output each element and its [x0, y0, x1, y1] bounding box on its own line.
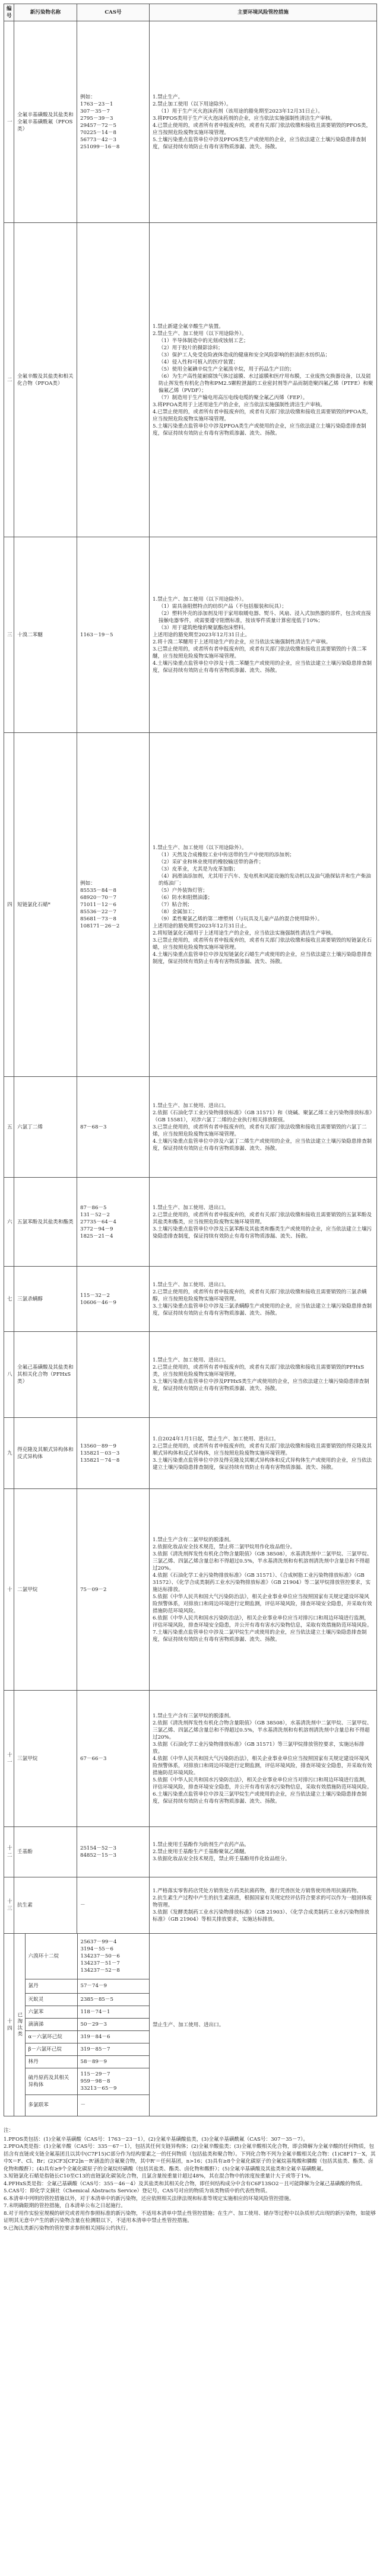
eliminated-substance-name: α－六氯环己烷	[25, 2030, 77, 2043]
eliminated-row	[14, 1979, 150, 1993]
cas-number: 33213－65－9	[80, 2085, 117, 2092]
measure-line: 5.依据《中华人民共和国水污染防治法》，相关企业事业单位应当对排污口和周边环境进行监测，评估环境风险，排查环境安全隐患，并公开有毒有害水污染物信息，采取有效措施防范环境风险。	[153, 1777, 372, 1790]
measure-line: 上述用途的豁免期至2023年12月31日止。	[153, 632, 251, 638]
eliminated-substance-name: 六氯苯	[25, 2006, 77, 2018]
measure-line: 3.已禁止使用的，或者所有者申报废弃的，或者有关部门依法收缴和接收且需要销毁的六氯丁二烯，应当按照危险废物实施环境管理。	[153, 1124, 367, 1137]
cas-number: 75－09－2	[80, 1586, 107, 1593]
substance-name: 得克隆及其顺式异构体和反式异构体	[14, 1418, 77, 1489]
cas-number: 251099－16－8	[80, 144, 120, 150]
measure-line: 1.禁止生产含有二氯甲烷的脱漆剂。	[153, 1536, 235, 1543]
measure-line: 2.禁止生产、加工使用（以下用途除外）。	[153, 330, 247, 337]
measure-line: （1）半导体制造中的光刻或蚀刻工艺；	[159, 337, 249, 344]
measures-cell	[150, 1267, 377, 1332]
table-row	[4, 1267, 377, 1332]
table-row	[4, 733, 377, 1077]
measure-line: 2.依据《石油化学工业污染物排放标准》（GB 31571）和《烧碱、聚氯乙烯工业污染物排放标准》（GB 15581），对涉六氯丁二烯的企业执行相关排放限值。	[153, 1110, 372, 1123]
cas-number: 70225－14－8	[80, 129, 116, 136]
cas-number: 307－35－7	[80, 108, 110, 114]
measure-line: 2.已禁止使用的，或者所有者申报废弃的，或者有关部门依法收缴和接收且需要销毁的PFHxS类，应当按照危险废物实施环境管理。	[153, 1364, 365, 1378]
measure-line: （2）塑料外壳的添加剂及用于家用取暖电器、熨斗、风扇、浸入式加热器的部件，包含或直接接触电器零件，或需要遵守阻燃标准，按该零件质量计算密度低于10%；	[159, 610, 371, 624]
eliminated-cas-cell	[77, 1934, 150, 1979]
row-number: 七	[4, 1267, 14, 1332]
measure-line: 2.将十溴二苯醚用于上述用途生产的企业，应当依法实施强制性清洁生产审核。	[153, 639, 331, 645]
measure-line: 6.依据《中华人民共和国水污染防治法》，相关企业事业单位应当对排污口和周边环境进行监测，评估环境风险，排查环境安全隐患，并公开有毒有害水污染物信息，采取有效措施防范环境风险。	[153, 1615, 372, 1628]
measure-line: 3.依据《发酵类制药工业水污染物排放标准》（GB 21903）、《化学合成类制药工业水污染物排放标准》（GB 21904）等相关排放要求，实施达标排放。	[153, 1909, 370, 1923]
row-number: 六	[4, 1178, 14, 1267]
substance-name: 全氟己基磺酸及其盐类和其相关化合物（PFHxS类）	[14, 1332, 77, 1418]
measure-line: 3.依据化妆品安全技术规范，禁止将壬基酚用作化妆品组分。	[153, 1856, 290, 1862]
table-row	[4, 1691, 377, 1827]
eliminated-substance-name: 多氯联苯	[25, 2094, 77, 2116]
measures-cell	[150, 1077, 377, 1178]
eliminated-cas-cell	[77, 2055, 150, 2068]
cas-number: 87－86－5	[80, 1204, 107, 1211]
cas-cell	[77, 223, 150, 537]
measures-cell	[150, 537, 377, 733]
measure-line: 1.严格落实零售药店凭处方销售处方药类抗菌药物，推行凭兽医处方销售使用兽用抗菌药物。	[153, 1888, 362, 1894]
table-row	[4, 1489, 377, 1691]
row-number: 四	[4, 733, 14, 1077]
cas-number: 58－89－9	[80, 2058, 107, 2065]
cas-number: 319－85－7	[80, 2046, 110, 2052]
substance-name: 五氯苯酚及其盐类和酯类	[14, 1178, 77, 1267]
cas-cell	[77, 1418, 150, 1489]
cas-number: 319－84－6	[80, 2033, 110, 2040]
eliminated-row	[14, 2055, 150, 2068]
measures-cell	[150, 1332, 377, 1418]
cas-number: 25154－52－3	[80, 1845, 116, 1851]
cas-number: 71011－12－6	[80, 901, 116, 908]
eliminated-cas-cell	[77, 2006, 150, 2018]
cas-number: 1763－23－1	[80, 101, 113, 107]
table-row	[4, 21, 377, 223]
measure-line: 3.已禁止使用的，或者所有者申报废弃的，或者有关部门依法收缴和接收且需要销毁的十溴二苯醚，应当按照危险废物实施环境管理。	[153, 646, 367, 659]
notes-section	[4, 2127, 376, 2232]
cas-cell	[77, 537, 150, 733]
cas-number: 85536－22－7	[80, 908, 116, 915]
measure-line: 2.已禁止使用的，或者所有者申报废弃的，或者有关部门依法收缴和接收且需要销毁的三氯杀螨醇，应当按照危险废物实施环境管理。	[153, 1289, 367, 1302]
cas-number: 56773－42－3	[80, 136, 116, 143]
cas-number: 13560－89－9	[80, 1443, 116, 1449]
cas-number: 2385－85－5	[80, 1996, 113, 2003]
substance-name: 短链氯化石蜡*	[14, 733, 77, 1077]
measure-line: （4）侵入性和可植入的医疗装置；	[159, 359, 239, 365]
measure-line: 4.已禁止使用的，或者所有者申报废弃的，或者有关部门依法收缴和接收且需要销毁的PFOS类，应当按照危险废物实施环境管理。	[153, 122, 372, 136]
measures-cell	[150, 1827, 377, 1877]
header-name: 新污染物名称	[14, 4, 77, 21]
eliminated-cas-cell	[77, 2018, 150, 2030]
row-number: 八	[4, 1332, 14, 1418]
cas-number: 68920－70－7	[80, 894, 116, 901]
cas-number: 50－29－3	[80, 2021, 107, 2027]
measures-cell	[150, 1691, 377, 1827]
measure-line: （1）需具备阻燃特点的纺织产品（不包括服装和玩具）；	[159, 603, 287, 610]
note-line: 5.CAS号：即化学文摘社（Chemical Abstracts Service）登记号，CAS号对应的物质为该类物质中的代表性物质。	[4, 2188, 271, 2194]
cas-number: 134237－52－8	[80, 1967, 120, 1974]
measure-line: 1.自2024年1月1日起，禁止生产、加工使用、进出口。	[153, 1436, 279, 1442]
cas-number: 85681－73－8	[80, 916, 116, 922]
cas-number: 例如：	[80, 94, 96, 100]
table-header-row	[4, 4, 377, 21]
eliminated-list-cell	[14, 1934, 150, 2116]
cas-number: 134237－50－6	[80, 1953, 120, 1959]
cas-cell	[77, 1489, 150, 1691]
cas-cell	[77, 1178, 150, 1267]
measures-cell	[150, 733, 377, 1077]
eliminated-row	[14, 2043, 150, 2055]
measure-line: 3.土壤污染重点监管单位中涉及五氯苯酚及其盐类和酯类生产或使用的企业，应当依法建立土壤污染隐患排查制度，保证持续有效防止有毒有害物质渗漏、流失、扬散。	[153, 1226, 372, 1239]
measure-line: 3.依据《清洗剂挥发性有机化合物含量限值》（GB 38508），水基清洗剂中二氯甲烷、三氯甲烷、三氯乙烯、四氯乙烯含量总和不得超过0.5%，半水基清洗剂和有机溶剂清洗剂中含量总和不得超过20%。	[153, 1551, 372, 1571]
eliminated-substance-name: 硫丹原药及其相关异构体	[25, 2068, 77, 2094]
eliminated-substance-name: 林丹	[25, 2055, 77, 2068]
header-cas: CAS号	[77, 4, 150, 21]
table-row	[4, 1178, 377, 1267]
substance-name: 三氯杀螨醇	[14, 1267, 77, 1332]
measure-line: 2.已禁止使用的，或者所有者申报废弃的，或者有关部门依法收缴和接收且需要销毁的得克隆及其顺式异构体和反式异构体，应当按照危险废物实施环境管理。	[153, 1443, 372, 1456]
cas-cell	[77, 21, 150, 223]
row-number: 十	[4, 1489, 14, 1691]
measure-line: 2.已禁止使用的，或者所有者申报废弃的，或者有关部门依法收缴和接收且需要销毁的五氯苯酚及其盐类和酯类，应当按照危险废物实施环境管理。	[153, 1212, 372, 1225]
substance-name: 全氟辛酸及其盐类和相关化合物（PFOA类）	[14, 223, 77, 537]
substance-name: 十溴二苯醚	[14, 537, 77, 733]
cas-number: 67－66－3	[80, 1755, 107, 1762]
note-line: 3.短链氯化石蜡是指链长C10至C13的直链氯化碳氢化合物，且氯含量按重量计超过48%，其在混合物中的浓度按重量计大于或等于1%。	[4, 2173, 314, 2179]
measure-line: （3）保护工人免受危险液体造成的健康和安全风险影响的拒油拒水纺织品；	[159, 352, 331, 358]
measure-line: 5.土壤污染重点监管单位中涉及PFOS类生产或使用的企业，应当依法建立土壤污染隐患排查制度，保证持续有效防止有毒有害物质渗漏、流失、扬散。	[153, 136, 366, 150]
measure-line: （6）防水和阻燃油漆；	[159, 894, 213, 901]
substance-name: 六氯丁二烯	[14, 1077, 77, 1178]
eliminated-row	[14, 1934, 150, 1979]
measure-line: （1）用于生产灭火泡沫药剂（该用途的豁免期至2023年12月31日止）。	[159, 108, 323, 114]
measure-line: 3.将PFOS类用于生产灭火泡沫药剂的企业，应当依法实施强制性清洁生产审核。	[153, 115, 335, 122]
cas-number: 1825－21－4	[80, 1233, 113, 1239]
row-number: 五	[4, 1077, 14, 1178]
eliminated-cas-cell	[77, 2068, 150, 2094]
table-row	[4, 1827, 377, 1877]
measure-line: 2.依据化妆品安全技术规范，禁止将二氯甲烷用作化妆品组分。	[153, 1544, 296, 1550]
eliminated-row	[14, 2018, 150, 2030]
eliminated-substance-name: 六溴环十二烷	[25, 1934, 77, 1979]
measure-line: 4.土壤污染重点监管单位中涉及短链氯化石蜡生产或使用的企业，应当依法建立土壤污染隐患排查制度，保证持续有效防止有毒有害物质渗漏、流失、扬散。	[153, 951, 372, 965]
measure-line: 1.禁止新建全氟辛酸生产装置。	[153, 323, 224, 330]
measure-line: （2）采矿业和林业使用的橡胶输送带的备件；	[159, 859, 264, 865]
note-line: 4.PFHxS类是指：全氟己基磺酸（CAS号：355－46－4）及其盐类和其相关化合物，即任何结构成分中含有C6F13SO2－且可能降解为全氟己基磺酸的物质。	[4, 2180, 366, 2187]
measure-line: （9）柔性聚氯乙烯的第二增塑剂（与玩具及儿童产品的混合使用除外）。	[159, 916, 323, 922]
measure-line: 3.土壤污染重点监管单位中涉及得克隆及其顺式异构体和反式异构体生产或使用的企业，应当依法建立土壤污染隐患排查制度，保证持续有效防止有毒有害物质渗漏、流失、扬散。	[153, 1457, 372, 1471]
measure-line: （6）为生产高性能耐腐蚀气体过滤膜、水过滤膜和医疗用布膜，工业废热交换器设备，以及能防止挥发性有机化合物和PM2.5颗粒泄漏的工业密封剂等产品而制造聚四氟乙烯（PTFE）和聚偏氟乙烯（PVDF）；	[159, 373, 373, 394]
cas-number: 29457－72－5	[80, 122, 116, 129]
eliminated-cas-cell	[77, 1993, 150, 2006]
measure-line: 2.将短链氯化石蜡用于上述用途生产的企业，应当依法实施强制性清洁生产审核。	[153, 930, 336, 936]
notes-title: 注：	[4, 2128, 14, 2134]
measure-line: 2.禁止加工使用（以下用途除外）。	[153, 101, 232, 107]
measure-line: （2）用于胶片的摄影涂料；	[159, 345, 223, 351]
measure-line: 2.依据《清洗剂挥发性有机化合物含量限值》（GB 38508），水基清洗剂中二氯甲烷、三氯甲烷、三氯乙烯、四氯乙烯含量总和不得超过0.5%，半水基清洗剂和有机溶剂清洗剂中含量总和不得超过20%。	[153, 1720, 372, 1740]
eliminated-substance-name: 滴滴涕	[25, 2018, 77, 2030]
eliminated-row	[14, 2006, 150, 2018]
measure-line: 1.禁止生产、加工使用（以下用途除外）。	[153, 844, 247, 851]
cas-number: 118－74－1	[80, 2008, 110, 2015]
measure-line: 1.禁止生产、加工使用、进出口。	[153, 1357, 229, 1363]
row-number: 十四	[4, 1934, 14, 2116]
measure-line: （4）润滑油添加剂，尤其用于汽车、发电机和风能设施的发动机以及油气勘探钻井和生产柴油的炼油厂；	[159, 873, 371, 887]
row-number: 十三	[4, 1877, 14, 1934]
row-number: 三	[4, 537, 14, 733]
measure-line: 3.将PFOA类用于上述用途生产的企业，应当依法实施强制性清洁生产审核。	[153, 401, 326, 408]
header-no: 编号	[4, 4, 14, 21]
note-line: 2.PFOA类是指：(1)全氟辛酸（CAS号：335－67－1），包括其任何支链异构体；(2)全氟辛酸盐类；(3)全氟辛酸相关化合物，即会降解为全氟辛酸的任何物质，包括含有直链或支链全氟基团且以其中(C7F15)C部分作为结构要素之一的任何物质（包括盐类和聚合物）。下列化合物不列为全氟辛酸相关化合物：(1)C8F17－X，其中X＝F、Cl、Br；(2)CF3[CF2]n－R'涵盖的含氟聚合物，其中R'＝任何基团，n>16；(3)具有≥8个全氟化碳原子的全氟烷基羧酸和膦酸（包括其盐类、酯类、卤化物和酸酐）；(4)具有≥9个全氟化碳原子的全氟烷烃磺酸（包括其盐类、酯类、卤化物和酸酐）；(5)全氟辛基磺酸及其盐类和全氟辛基磺酰氟。	[4, 2144, 376, 2172]
measure-line: （7）制造用于生产输电用高压电线电缆的聚全氟乙丙烯（FEP）。	[159, 394, 308, 401]
row-number: 九	[4, 1418, 14, 1489]
measures-cell	[150, 21, 377, 223]
cas-cell	[77, 1827, 150, 1877]
table-row	[4, 1877, 377, 1934]
eliminated-substance-name: β－六氯环己烷	[25, 2043, 77, 2055]
cas-cell	[77, 1077, 150, 1178]
measures-cell	[150, 1877, 377, 1934]
substance-name: 壬基酚	[14, 1827, 77, 1877]
control-measures-table	[4, 4, 377, 2116]
row-number: 一	[4, 21, 14, 223]
cas-number: 2795－39－3	[80, 115, 113, 122]
cas-number: 131－52－2	[80, 1212, 110, 1218]
measure-line: （7）粘合剂；	[159, 901, 193, 908]
measure-line: 3.土壤污染重点监管单位中涉及三氯杀螨醇生产或使用的企业，应当依法建立土壤污染隐患排查制度，保证持续有效防止有毒有害物质渗漏、流失、扬散。	[153, 1303, 372, 1316]
measure-line: 1.禁止使用壬基酚作为助剂生产农药产品。	[153, 1842, 249, 1848]
cas-number: 84852－15－3	[80, 1853, 116, 1858]
cas-number: 135821－74－8	[80, 1457, 120, 1464]
measure-line: 4.土壤污染重点监管单位中涉及六氯丁二烯生产或使用的企业，应当依法建立土壤污染隐患排查制度，保证持续有效防止有毒有害物质渗漏、流失、扬散。	[153, 1138, 372, 1152]
cas-number: 3194－55－6	[80, 1946, 113, 1952]
measure-line: 1.禁止生产、加工使用、进出口。	[153, 1204, 229, 1211]
measures-cell	[150, 1178, 377, 1267]
table-row	[4, 537, 377, 733]
measure-line: 3.依据《石油化学工业污染物排放标准》（GB 31571）等三氯甲烷排放管控要求，实施达标排放。	[153, 1741, 365, 1755]
measure-line: 4.依据《中华人民共和国大气污染防治法》，相关企业事业单位应当按照国家有关规定建设环境风险预警体系，对排放口和周边环境进行定期监测，评估环境风险，排查环境安全隐患，并采取有效措施防范环境风险。	[153, 1755, 372, 1776]
measures-cell	[150, 1489, 377, 1691]
measure-line: 4.土壤污染重点监管单位中涉及十溴二苯醚生产或使用的企业，应当依法建立土壤污染隐患排查制度，保证持续有效防止有毒有害物质渗漏、流失、扬散。	[153, 660, 372, 674]
measure-line: 1.禁止生产。	[153, 94, 183, 100]
cas-number: 87－68－3	[80, 1124, 107, 1130]
measures-cell	[150, 223, 377, 537]
category-label: 已淘汰类	[14, 1934, 25, 2116]
eliminated-row	[14, 1993, 150, 2006]
substance-name: 二氯甲烷	[14, 1489, 77, 1691]
measure-line: 1.禁止生产、加工使用、进出口。	[153, 1281, 229, 1288]
row-number: 二	[4, 223, 14, 537]
cas-number: 10606－46－9	[80, 1299, 116, 1306]
eliminated-substance-name: 氯丹	[25, 1979, 77, 1993]
row-number: 十一	[4, 1691, 14, 1827]
table-row	[4, 223, 377, 537]
cas-number: 27735－64－4	[80, 1219, 116, 1225]
eliminated-substance-name: 灭蚁灵	[25, 1993, 77, 2006]
measure-line: 1.禁止生产、加工使用（以下用途除外）。	[153, 596, 247, 602]
eliminated-row	[14, 2030, 150, 2043]
measure-line: 5.依据《中华人民共和国大气污染防治法》，相关企业事业单位应当按照国家有关规定建设环境风险预警体系，对排放口和周边环境进行定期监测，评估环境风险，排查环境安全隐患，并采取有效措施防范环境风险。	[153, 1593, 372, 1614]
cas-cell	[77, 733, 150, 1077]
cas-number: 115－29－7	[80, 2071, 110, 2077]
eliminated-row	[14, 2068, 150, 2094]
measure-line: 2.抗生素生产过程中产生的抗生素菌渣，根据国家有关规定经评估符合要求的可以作为一般固体废物管理。	[153, 1895, 372, 1908]
note-line: 7.未明确限期的管控措施，自本清单公布之日起施行。	[4, 2203, 126, 2209]
note-line: 6.本清单中列明的管控措施以外，对于本清单中的新污染物，还应依照相关法律法规和标准等规定实施相应的环境风险管控措施。	[4, 2195, 294, 2202]
cas-number: 3772－94－9	[80, 1226, 113, 1232]
cas-number: 1163－19－5	[80, 632, 113, 638]
measures-cell: 禁止生产、加工使用、进出口。	[150, 1934, 377, 2116]
measure-line: 2.禁止使用壬基酚生产壬基酚聚氧乙烯醚。	[153, 1849, 249, 1855]
table-row	[4, 1418, 377, 1489]
header-measures: 主要环境风险管控措施	[150, 4, 377, 21]
eliminated-cas-cell	[77, 1979, 150, 1993]
measure-line: 1.禁止生产、加工使用、进出口。	[153, 1102, 229, 1109]
table-row	[4, 1332, 377, 1418]
substance-name: 抗生素	[14, 1877, 77, 1934]
eliminated-cas-cell	[77, 2043, 150, 2055]
measure-line: 3.土壤污染重点监管单位中涉及PFHxS类生产或使用的企业，应当依法建立土壤污染隐患排查制度，保证持续有效防止有毒有害物质渗漏、流失、扬散。	[153, 1379, 369, 1392]
measure-line: （3）用于建筑绝缘的聚氨酯泡沫塑料。	[159, 624, 249, 631]
measure-line: （3）皮革业，尤其是为皮革加脂；	[159, 866, 239, 872]
measure-line: （8）金属加工；	[159, 908, 198, 915]
measure-line: 5.土壤污染重点监管单位中涉及PFOA类生产或使用的企业，应当依法建立土壤污染隐患排查制度，保证持续有效防止有毒有害物质渗漏、流失、扬散。	[153, 423, 366, 436]
measure-line: 上述用途的豁免期至2023年12月31日止。	[153, 923, 251, 929]
measure-line: （1）天然及合成橡胶工业中传送带的生产中使用的添加剂；	[159, 852, 294, 858]
eliminated-subtable	[14, 1934, 150, 2116]
cas-number: 134237－51－7	[80, 1960, 120, 1966]
measure-line: 1.禁止生产含有三氯甲烷的脱漆剂。	[153, 1713, 235, 1719]
eliminated-cas-cell	[77, 2094, 150, 2116]
cas-cell	[77, 1332, 150, 1418]
measure-line: 4.已禁止使用的，或者所有者申报废弃的，或者有关部门依法收缴和接收且需要销毁的PFOA类，应当按照危险废物实施环境管理。	[153, 409, 372, 422]
substance-name: 三氯甲烷	[14, 1691, 77, 1827]
measure-line: （5）户外装饰灯管；	[159, 887, 208, 894]
measure-line: 3.已禁止使用的，或者所有者申报废弃的，或者有关部门依法收缴和接收且需要销毁的短链氯化石蜡，应当按照危险废物实施环境管理。	[153, 937, 372, 951]
cas-number: 25637－99－4	[80, 1939, 117, 1945]
cas-number: －	[80, 2102, 86, 2109]
substance-name: 全氟辛基磺酸及其盐类和全氟辛基磺酰氟（PFOS类）	[14, 21, 77, 223]
cas-number: －	[80, 1902, 86, 1908]
cas-number: 85535－84－8	[80, 887, 116, 894]
note-line: 1.PFOS类包括：(1)全氟辛基磺酸（CAS号：1763－23－1），(2)全氟辛基磺酸盐类，(3)全氟辛基磺酰氟（CAS号：307－35－7）。	[4, 2136, 308, 2143]
cas-number: 例如：	[80, 880, 96, 887]
cas-cell	[77, 1267, 150, 1332]
measure-line: （5）使用全氟碘辛烷生产全氟溴辛烷，用于药品生产目的；	[159, 366, 294, 372]
cas-number: 135821－03－3	[80, 1450, 120, 1456]
row-number: 十二	[4, 1827, 14, 1877]
cas-cell	[77, 1691, 150, 1827]
measures-cell	[150, 1418, 377, 1489]
eliminated-cas-cell	[77, 2030, 150, 2043]
note-line: 8.对于用作实验室规模的研究或者用作参照标准的新污染物，不适用本清单中禁止性管控措施；在生产、加工使用、储存等过程中以杂质形式出现的新污染物，如能够证明其无意中产生的新污染物含量在检测限以下，不适用本清单中禁止性管控措施。	[4, 2210, 376, 2224]
measure-line: 4.依据《石油化学工业污染物排放标准》（GB 31571）、《合成树脂工业污染物排放标准》（GB 31572）、《化学合成类制药工业水污染物排放标准》（GB 21904）等二氯甲烷排放管控要求，实施达标排放。	[153, 1572, 371, 1593]
cas-number: 108171－26－2	[80, 923, 120, 929]
cas-number: 115－32－2	[80, 1292, 110, 1299]
cas-cell	[77, 1877, 150, 1934]
eliminated-row	[14, 2094, 150, 2116]
table-row-eliminated	[4, 1934, 377, 2116]
measure-line: 6.土壤污染重点监管单位中涉及三氯甲烷生产或使用的企业，应当依法建立土壤污染隐患排查制度，保证持续有效防止有毒有害物质渗漏、流失、扬散。	[153, 1791, 367, 1805]
note-line: 9.已淘汰类新污染物的管控要求参照相关国际公约执行。	[4, 2225, 131, 2231]
cas-number: 959－98－8	[80, 2078, 110, 2084]
table-row	[4, 1077, 377, 1178]
cas-number: 57－74－9	[80, 1983, 107, 1989]
measure-line: 7.土壤污染重点监管单位中涉及二氯甲烷生产或使用的企业，应当依法建立土壤污染隐患排查制度，保证持续有效防止有毒有害物质渗漏、流失、扬散。	[153, 1629, 367, 1643]
